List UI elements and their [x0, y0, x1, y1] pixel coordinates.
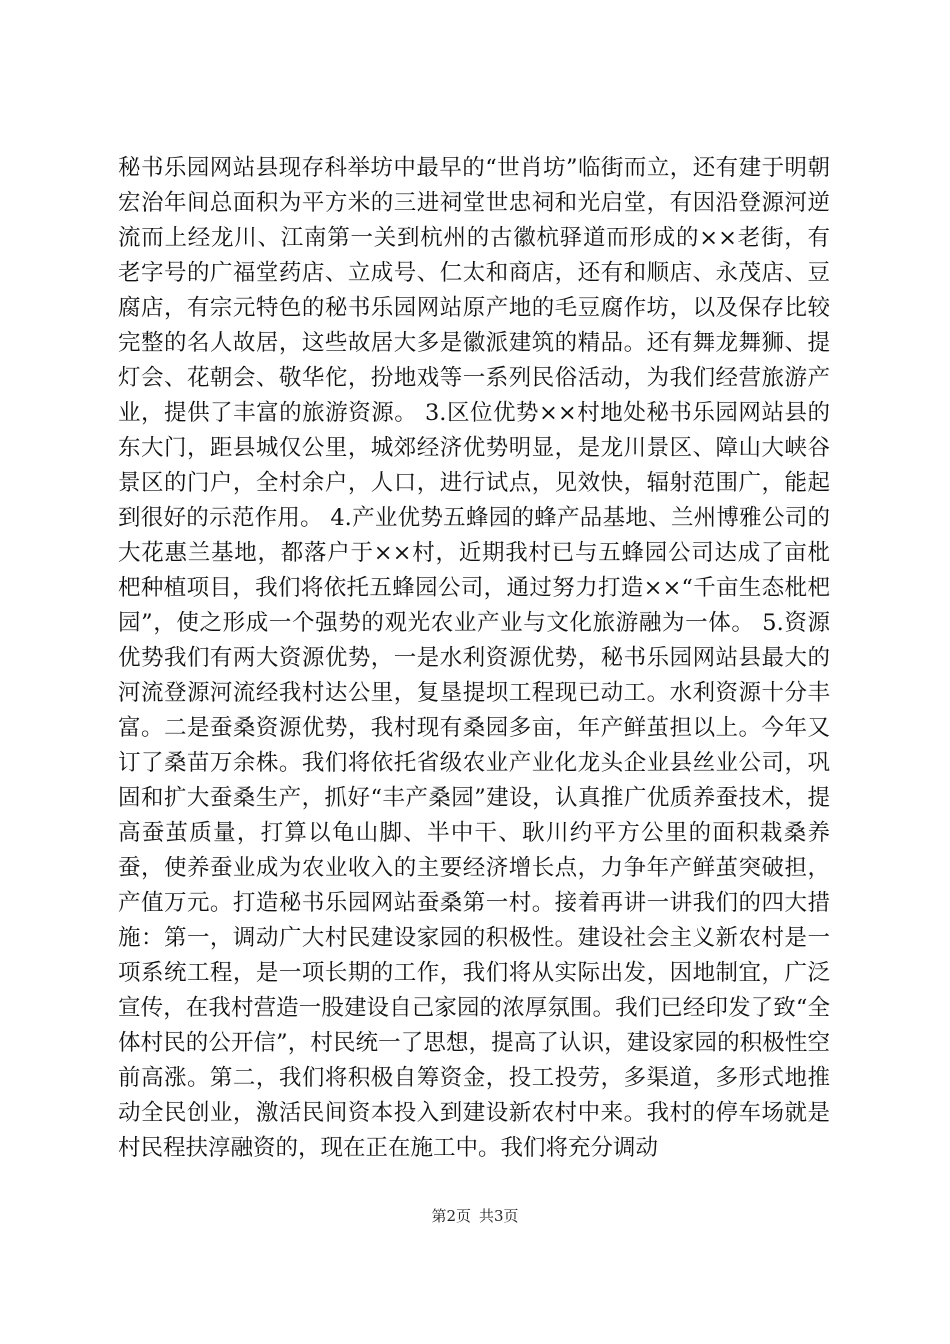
page-footer — [0, 1206, 950, 1226]
body-paragraph: 秘书乐园网站县现存科举坊中最早的“世肖坊”临街而立，还有建于明朝宏治年间总面积为平方米的三进祠堂世忠祠和光启堂，有因沿登源河逆流而上经龙川、江南第一关到杭州的古徽杭驿道而形成的××老街，有老字号的广福堂药店、立成号、仁太和商店，还有和顺店、永茂店、豆腐店，有宗元特色的秘书乐园网站原产地的毛豆腐作坊，以及保存比较完整的名人故居，这些故居大多是徽派建筑的精品。还有舞龙舞狮、提灯会、花朝会、敬华佗，扮地戏等一系列民俗活动，为我们经营旅游产业，提供了丰富的旅游资源。 3.区位优势××村地处秘书乐园网站县的东大门，距县城仅公里，城郊经济优势明显，是龙川景区、障山大峡谷景区的门户，全村余户，人口，进行试点，见效快，辐射范围广，能起到很好的示范作用。 4.产业优势五蜂园的蜂产品基地、兰州博雅公司的大花惠兰基地，都落户于××村，近期我村已与五蜂园公司达成了亩枇杷种植项目，我们将依托五蜂园公司，通过努力打造××“千亩生态枇杷园”，使之形成一个强势的观光农业产业与文化旅游融为一体。 5.资源优势我们有两大资源优势，一是水利资源优势，秘书乐园网站县最大的河流登源河流经我村达公里，复垦提坝工程现已动工。水利资源十分丰富。二是蚕桑资源优势，我村现有桑园多亩，年产鲜茧担以上。今年又订了桑苗万余株。我们将依托省级农业产业化龙头企业县丝业公司，巩固和扩大蚕桑生产，抓好“丰产桑园”建设，认真推广优质养蚕技术，提高蚕茧质量，打算以龟山脚、半中干、耿川约平方公里的面积栽桑养蚕，使养蚕业成为农业收入的主要经济增长点，力争年产鲜茧突破担，产值万元。打造秘书乐园网站蚕桑第一村。接着再讲一讲我们的四大措施：第一，调动广大村民建设家园的积极性。建设社会主义新农村是一项系统工程，是一项长期的工作，我们将从实际出发，因地制宜，广泛宣传，在我村营造一股建设自己家园的浓厚氛围。我们已经印发了致“全体村民的公开信”，村民统一了思想，提高了认识，建设家园的积极性空前高涨。第二，我们将积极自筹资金，投工投劳，多渠道，多形式地推动全民创业，激活民间资本投入到建设新农村中来。我村的停车场就是村民程扶淳融资的，现在正在施工中。我们将充分调动 — [118, 155, 830, 1161]
page-total: 共3页 — [479, 1207, 519, 1225]
page-number: 第2页 — [431, 1207, 471, 1225]
